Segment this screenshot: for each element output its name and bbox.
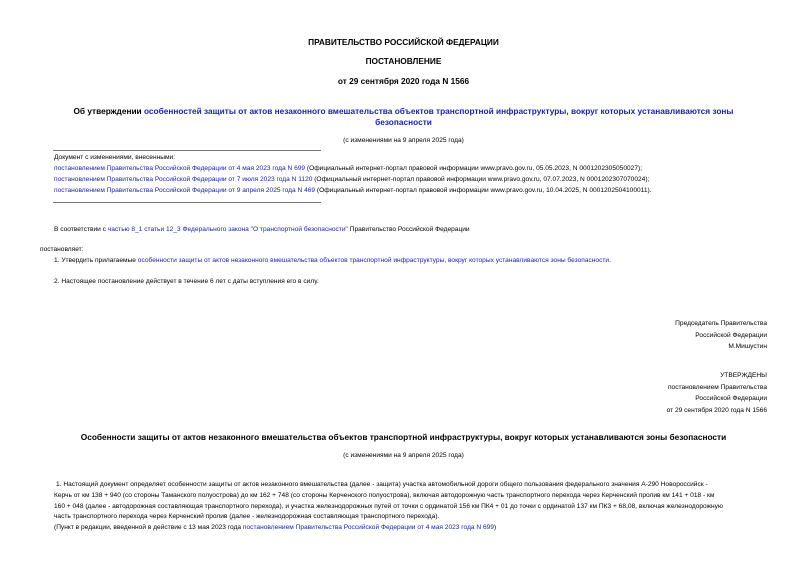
amendment-item <box>54 187 652 194</box>
revision-note <box>54 523 770 534</box>
annex-changes-note: (с изменениями на 9 апреля 2025 года) <box>343 452 464 459</box>
item1-prefix: 1. Утвердить прилагаемые <box>54 257 138 264</box>
amendment-source: (Официальный интернет-портал правовой информации www.pravo.gov.ru, 07.07.2023, N 0001202307070024); <box>312 176 650 183</box>
basis-prefix: В соответствии с <box>54 226 108 233</box>
amendment-item <box>54 165 642 172</box>
title-prefix: Об утверждении <box>73 106 144 116</box>
item1-suffix: . <box>609 257 611 264</box>
approval-heading: УТВЕРЖДЕНЫ <box>720 372 767 379</box>
approval-line: постановлением Правительства <box>667 383 767 391</box>
document-title <box>0 106 807 116</box>
amendments-bottom-rule <box>53 202 321 203</box>
annex-paragraph-1 <box>54 480 770 534</box>
basis-suffix: Правительство Российской Федерации <box>347 226 470 233</box>
legal-basis <box>54 226 470 233</box>
changes-note: (с изменениями на 9 апреля 2025 года) <box>343 137 464 144</box>
amendment-link[interactable]: постановлением Правительства Российской Федерации от 9 апреля 2025 года N 469 <box>54 187 316 194</box>
note-prefix: (Пункт в редакции, введенной в действие с 13 мая 2023 года <box>54 524 243 532</box>
document-date-number: от 29 сентября 2020 года N 1566 <box>337 76 470 86</box>
amendment-link[interactable]: постановлением Правительства Российской Федерации от 4 мая 2023 года N 699 <box>54 165 306 172</box>
signature-title: Председатель Правительства <box>675 320 767 327</box>
item1-link[interactable]: особенности защиты от актов незаконного вмешательства объектов транспортной инфраструктуры, вокруг которых устанавливаются зоны безопасности <box>137 257 610 264</box>
approval-block <box>667 370 767 416</box>
amendments-top-rule <box>53 150 321 151</box>
note-suffix: ) <box>494 524 497 532</box>
government-heading: ПРАВИТЕЛЬСТВО РОССИЙСКОЙ ФЕДЕРАЦИИ <box>308 37 499 47</box>
paragraph-line: 160 + 048 (далее - автодорожная составляющая транспортного перехода), и участка железнодорожных путей от точки с ординатой 156 км ПК4 + 01 до точки с ординатой 137 км ПК3 + 68,08, включая железнодорожную <box>54 502 723 510</box>
signature-block <box>675 318 767 353</box>
document-type: ПОСТАНОВЛЕНИЕ <box>365 56 442 66</box>
note-link[interactable]: постановлением Правительства Российской Федерации от 4 мая 2023 года N 699 <box>242 524 495 532</box>
amendment-source: (Официальный интернет-портал правовой информации www.pravo.gov.ru, 10.04.2025, N 0001202504100011). <box>315 187 652 194</box>
signature-name: М.Мишустин <box>728 343 767 350</box>
basis-link[interactable]: частью 8_1 статьи 12_3 Федерального закона "О транспортной безопасности" <box>107 226 348 233</box>
decree-item-1 <box>54 257 611 264</box>
amendment-link[interactable]: постановлением Правительства Российской Федерации от 7 июля 2023 года N 1120 <box>54 176 313 183</box>
approval-line: Российской Федерации <box>695 395 767 402</box>
paragraph-line: часть транспортного перехода через Керченский пролив (далее - железнодорожная составляющая транспортного перехода). <box>54 513 440 521</box>
paragraph-line: 1. Настоящий документ определяет особенности защиты от актов незаконного вмешательства (далее - защита) участка автомобильной дороги общего пользования федерального значения А-290 Новороссийск - <box>56 481 708 488</box>
approval-line: от 29 сентября 2020 года N 1566 <box>666 406 767 414</box>
amendment-source: (Официальный интернет-портал правовой информации www.pravo.gov.ru, 05.05.2023, N 0001202305050027); <box>305 165 643 172</box>
paragraph-line: Керчь от км 138 + 940 (со стороны Таманского полуострова) до км 162 + 748 (со стороны Керченского полуострова), включая автодорожную часть транспортного перехода через Керченский пролив км 141 + 018 - км <box>54 491 715 499</box>
annex-title: Особенности защиты от актов незаконного вмешательства объектов транспортной инфраструктуры, вокруг которых устанавливаются зоны безопасности <box>80 432 727 442</box>
title-link-line2[interactable]: безопасности <box>375 117 432 127</box>
title-link[interactable]: особенностей защиты от актов незаконного вмешательства объектов транспортной инфраструктуры, вокруг которых устанавливаются зоны <box>143 106 734 116</box>
decree-item-2: 2. Настоящее постановление действует в течение 6 лет с даты вступления его в силу. <box>54 278 319 285</box>
amendment-item <box>54 176 649 183</box>
signature-country: Российской Федерации <box>695 331 767 339</box>
decrees-word: постановляет: <box>40 246 84 253</box>
amendments-intro: Документ с изменениями, внесенными: <box>54 154 176 161</box>
